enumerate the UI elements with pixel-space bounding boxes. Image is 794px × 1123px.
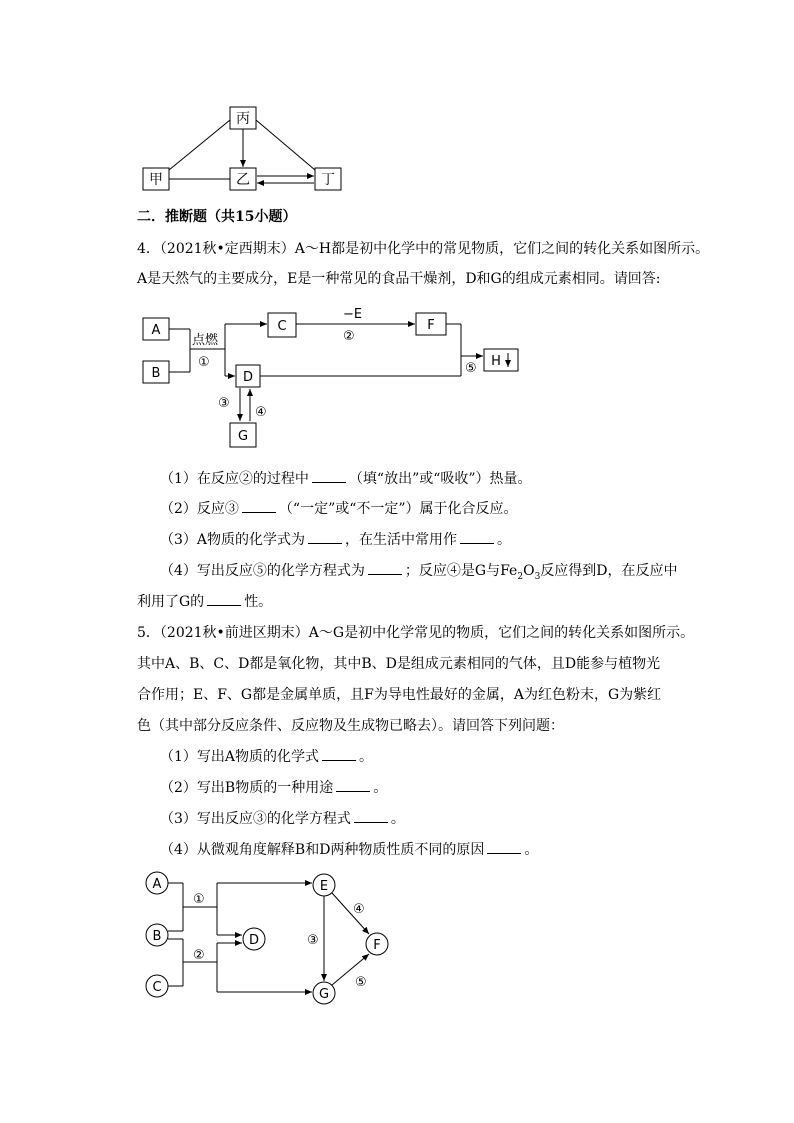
q4-sub4-line2: 利用了G的 性。 <box>137 594 273 610</box>
section-title: 二．推断题（共15小题） <box>137 209 297 225</box>
q5-label-r1: ① <box>193 892 205 907</box>
q4-node-a: A <box>151 323 161 338</box>
q5-line2: 其中A、B、C、D都是氧化物，其中B、D是组成元素相同的气体，且D能参与植物光 <box>137 656 661 672</box>
q4-label-r2: ② <box>343 329 355 344</box>
q5-line4: 色（其中部分反应条件、反应物及生成物已略去）。请回答下列问题： <box>137 718 564 734</box>
q5-label-r5: ⑤ <box>355 975 367 990</box>
node-yi: 乙 <box>236 172 250 188</box>
q4-label-r5: ⑤ <box>465 361 477 376</box>
node-bing: 丙 <box>236 111 250 127</box>
q5-label-r3: ③ <box>307 933 319 948</box>
q5-label-r2: ② <box>193 948 205 963</box>
q5-node-c: C <box>152 980 162 995</box>
q5-line3: 合作用；E、F、G都是金属单质，且F为导电性最好的金属，A为红色粉末，G为紫红 <box>137 687 662 703</box>
q5-node-b: B <box>152 929 162 944</box>
q5-sub3: （3）写出反应③的化学方程式 。 <box>160 811 405 827</box>
node-ding: 丁 <box>321 172 335 188</box>
q4-label-r4: ④ <box>255 405 267 420</box>
q5-lead: 5．（2021秋•前进区期末）A～G是初中化学常见的物质，它们之间的转化关系如图所示。 <box>137 625 695 641</box>
q5-node-g: G <box>318 987 330 1002</box>
q5-sub1: （1）写出A物质的化学式 。 <box>160 749 374 765</box>
q4-node-c: C <box>277 319 287 334</box>
q4-label-minus-e: −E <box>343 307 363 322</box>
q4-sub3: （3）A物质的化学式为 ，在生活中常用作 。 <box>160 532 512 548</box>
q4-label-r1: ① <box>198 355 210 370</box>
q4-lead: 4．（2021秋•定西期末）A～H都是初中化学中的常见物质，它们之间的转化关系如图所示。 <box>137 241 710 257</box>
node-jia: 甲 <box>149 172 163 188</box>
q5-node-a: A <box>152 877 162 892</box>
q5-label-r4: ④ <box>353 902 365 917</box>
q4-label-r3: ③ <box>218 396 230 411</box>
q5-sub4: （4）从微观角度解释B和D两种物质性质不同的原因 。 <box>160 842 539 858</box>
q4-sub1: （1）在反应②的过程中 （填“放出”或“吸收”）热量。 <box>160 471 532 487</box>
q5-node-f: F <box>373 938 381 953</box>
q4-node-h: H <box>491 354 501 369</box>
q5-node-d: D <box>248 933 260 948</box>
q4-node-d: D <box>242 370 254 385</box>
q5-node-e: E <box>319 879 329 894</box>
q4-label-ignite: 点燃 <box>192 333 219 348</box>
q4-node-f: F <box>427 318 435 333</box>
q4-node-g: G <box>237 429 249 444</box>
q4-node-b: B <box>151 366 161 381</box>
q4-line2: A是天然气的主要成分，E是一种常见的食品干燥剂，D和G的组成元素相同。请回答: <box>137 271 661 287</box>
q4-sub4: （4）写出反应⑤的化学方程式为 ；反应④是G与$Fe_2O_3$反应得到D，在反应中 <box>160 563 678 582</box>
q5-sub2: （2）写出B物质的一种用途 。 <box>160 780 388 796</box>
q4-sub2: （2）反应③ （“一定”或“不一定”）属于化合反应。 <box>160 501 518 517</box>
